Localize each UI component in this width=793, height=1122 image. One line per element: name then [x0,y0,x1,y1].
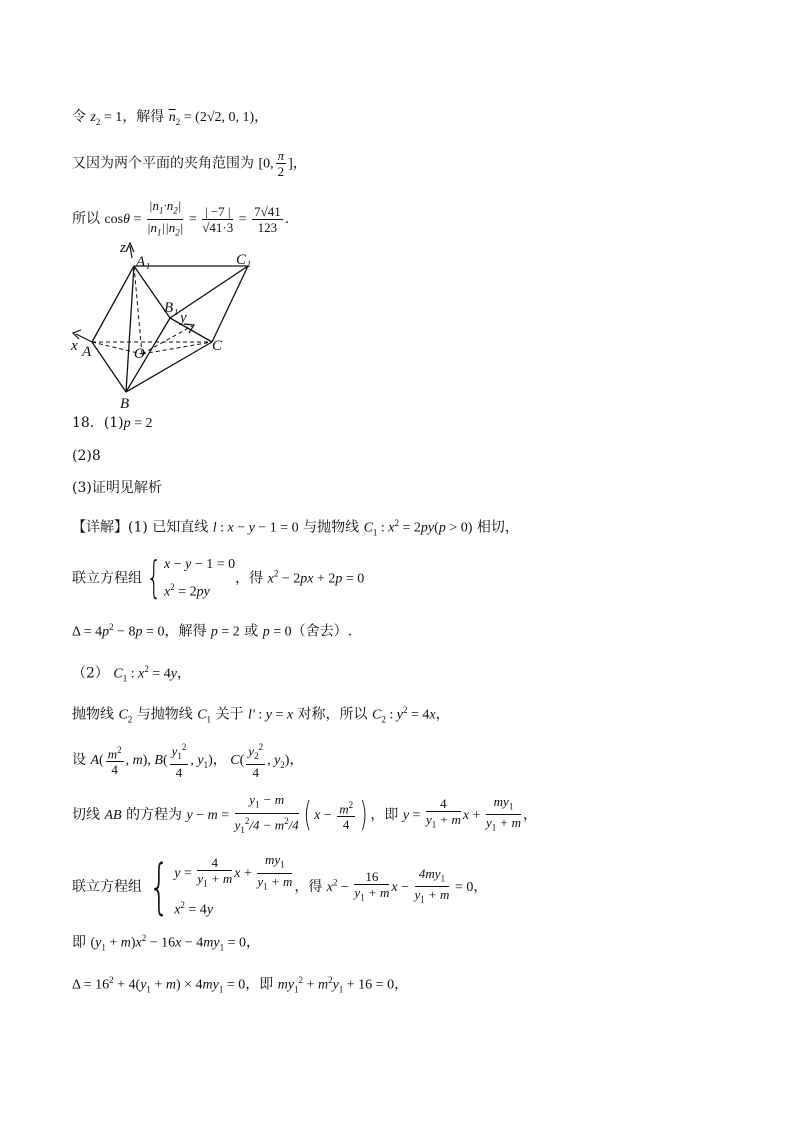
label-y: y [180,310,187,326]
y-axis [142,326,192,354]
label-z: z [120,240,126,256]
detail-quadratic: 即 $(y_1 + m)x^2 - 16x - 4my_1 = 0$， [72,933,261,953]
edge-A-B [92,342,126,392]
detail-part2: （2） $C_1$ : $x^2 = 4y$， [72,664,191,684]
answer-18-2: (2)8 [72,448,101,464]
label-x: x [71,338,78,354]
detail-system1: 联立方程组{ x − y − 1 = 0 $x^2 = 2py$ ，得 $x^2 - 2px + 2p = 0$ [72,552,365,604]
detail-symmetry: 抛物线 $C_2$ 与抛物线 $C_1$ 关于 l' : y = x 对称，所以 $C_2$ : $y^2 = 4x$， [72,705,450,725]
label-B: B [120,396,130,410]
detail-discriminant1: $\Delta = 4p^2 - 8p = 0$，解得 p = 2 或 p = 0（舍去）. [72,622,353,640]
label-B1: B₁ [164,300,179,316]
answer-18-3: (3)证明见解析 [72,480,162,496]
edge-A1-B [126,266,134,392]
answer-18-1: 18．(1)p = 2 [72,415,153,431]
line-solve-normal: 令 $z_2 = 1$，解得 $\overline{n}_2 = (2√2$, 0, 1)， [72,109,269,127]
label-A1: A₁ [136,254,151,270]
label-A: A [82,344,92,360]
label-O: O [134,346,145,362]
edge-B-B1 [126,318,170,392]
label-C1: C₁ [236,252,252,268]
detail-part1: 【详解】(1) 已知直线 l : x − y − 1 = 0 与抛物线 $C_1$ : $x^2 = 2py(p > 0)$ 相切， [72,518,519,538]
detail-system2: 联立方程组 { y = $\frac{4}{y_1 + m}$ x + $\frac{my_1}{y_1 + m}$ $x^2 = 4y$ ，得 $x^2$ − $\frac{16}{y_1 + m}$ x − $\frac{4my_1}{y_1 + m}$ = 0， [72,851,488,922]
line-cosine: 所以 cosθ = $\frac{|n_1\cdot n_2|}{|n_1||n_2|}$ = $\frac{| -7 |}{√41\cdot 3}$ = $\frac{7√41}{123}$ . [72,198,290,238]
edge-A1-A [92,266,134,342]
label-C: C [212,338,223,354]
detail-discriminant2: $\Delta = 16^2 + 4(y_1 + m) \times 4my_1 = 0$，即 $my_1^2 + m^2y_1 + 16 = 0$， [72,975,409,995]
hidden-O-A1 [134,266,142,354]
line-angle-range: 又因为两个平面的夹角范围为 [0, $\frac{\pi}{2}$ ]， [72,148,307,179]
detail-tangent-ab: 切线 AB 的方程为 y − m = $\frac{y_1 - m}{y_1^2/4 - m^2/4}$ ( x − $\frac{m^2}{4}$ ) ，即 y = $\frac{4}{y_1 + m}$ x + $\frac{my_1}{y_1 + m}$ ， [72,792,537,835]
detail-points: 设 A( $\frac{m^2}{4}$ , m), B( $\frac{y_1^2}{4}$ , $y_1$)， C( $\frac{y_2^2}{4}$ , $y_2$)， [72,742,304,780]
geometry-figure [62,238,272,410]
